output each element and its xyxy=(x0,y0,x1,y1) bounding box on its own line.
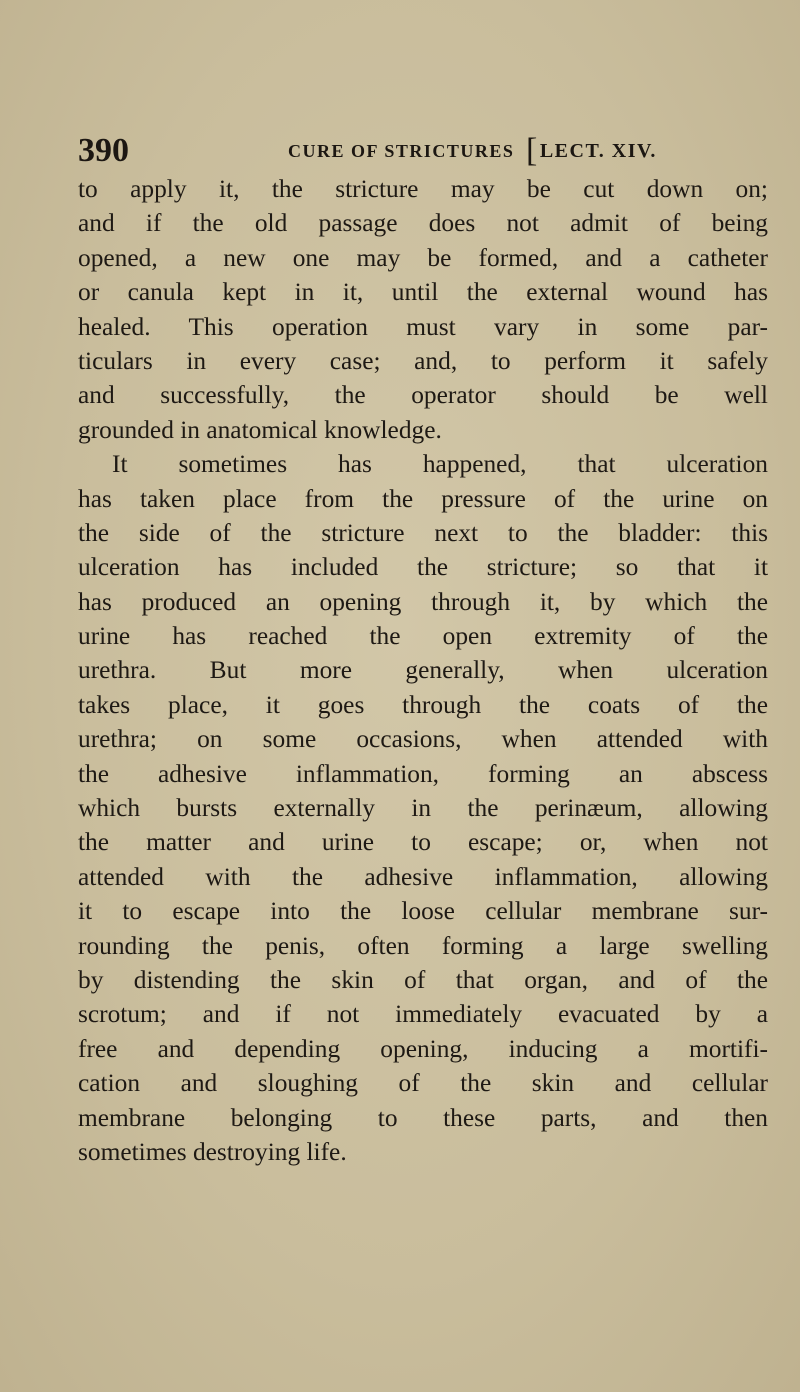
text-line: and successfully, the operator should be well xyxy=(78,381,768,410)
text-line: cation and sloughing of the skin and cellular xyxy=(78,1069,768,1098)
text-line: scrotum; and if not immediately evacuated by a xyxy=(78,1000,768,1029)
text-line: or canula kept in it, until the external wound has xyxy=(78,278,768,307)
text-line: healed. This operation must vary in some par- xyxy=(78,312,768,341)
text-line: membrane belonging to these parts, and then xyxy=(78,1103,768,1132)
text-line: takes place, it goes through the coats of the xyxy=(78,690,768,719)
page-header xyxy=(78,132,768,172)
text-line: free and depending opening, inducing a mortifi- xyxy=(78,1034,768,1063)
text-line: by distending the skin of that organ, and of the xyxy=(78,965,768,994)
text-line: the matter and urine to escape; or, when not xyxy=(78,828,768,857)
text-line: the side of the stricture next to the bladder: this xyxy=(78,518,768,547)
text-line: sometimes destroying life. xyxy=(78,1137,347,1166)
running-title: CURE OF STRICTURES xyxy=(288,141,515,161)
text-line: rounding the penis, often forming a large swelling xyxy=(78,931,768,960)
text-line: has produced an opening through it, by which the xyxy=(78,587,768,616)
text-line: ulceration has included the stricture; so that it xyxy=(78,553,768,582)
section-bracket: [ xyxy=(526,132,539,169)
text-line: which bursts externally in the perinæum, allowing xyxy=(78,794,768,823)
text-line: urethra; on some occasions, when attended with xyxy=(78,725,768,754)
text-line: urine has reached the open extremity of the xyxy=(78,622,768,651)
body-text xyxy=(78,172,768,1169)
text-line: attended with the adhesive inflammation, allowing xyxy=(78,862,768,891)
text-line: ticulars in every case; and, to perform it safely xyxy=(78,346,768,375)
text-line: and if the old passage does not admit of being xyxy=(78,209,768,238)
text-line: has taken place from the pressure of the urine on xyxy=(78,484,768,513)
text-line: opened, a new one may be formed, and a catheter xyxy=(78,243,768,272)
text-line: the adhesive inflammation, forming an abscess xyxy=(78,759,768,788)
section-reference xyxy=(526,132,657,170)
text-line: grounded in anatomical knowledge. xyxy=(78,415,442,444)
section-label: LECT. XIV. xyxy=(539,140,657,162)
text-line: urethra. But more generally, when ulceration xyxy=(78,656,768,685)
text-line: it to escape into the loose cellular membrane sur- xyxy=(78,897,768,926)
page-number: 390 xyxy=(78,132,129,169)
text-line: It sometimes has happened, that ulceration xyxy=(112,450,768,479)
text-line: to apply it, the stricture may be cut down on; xyxy=(78,175,768,203)
